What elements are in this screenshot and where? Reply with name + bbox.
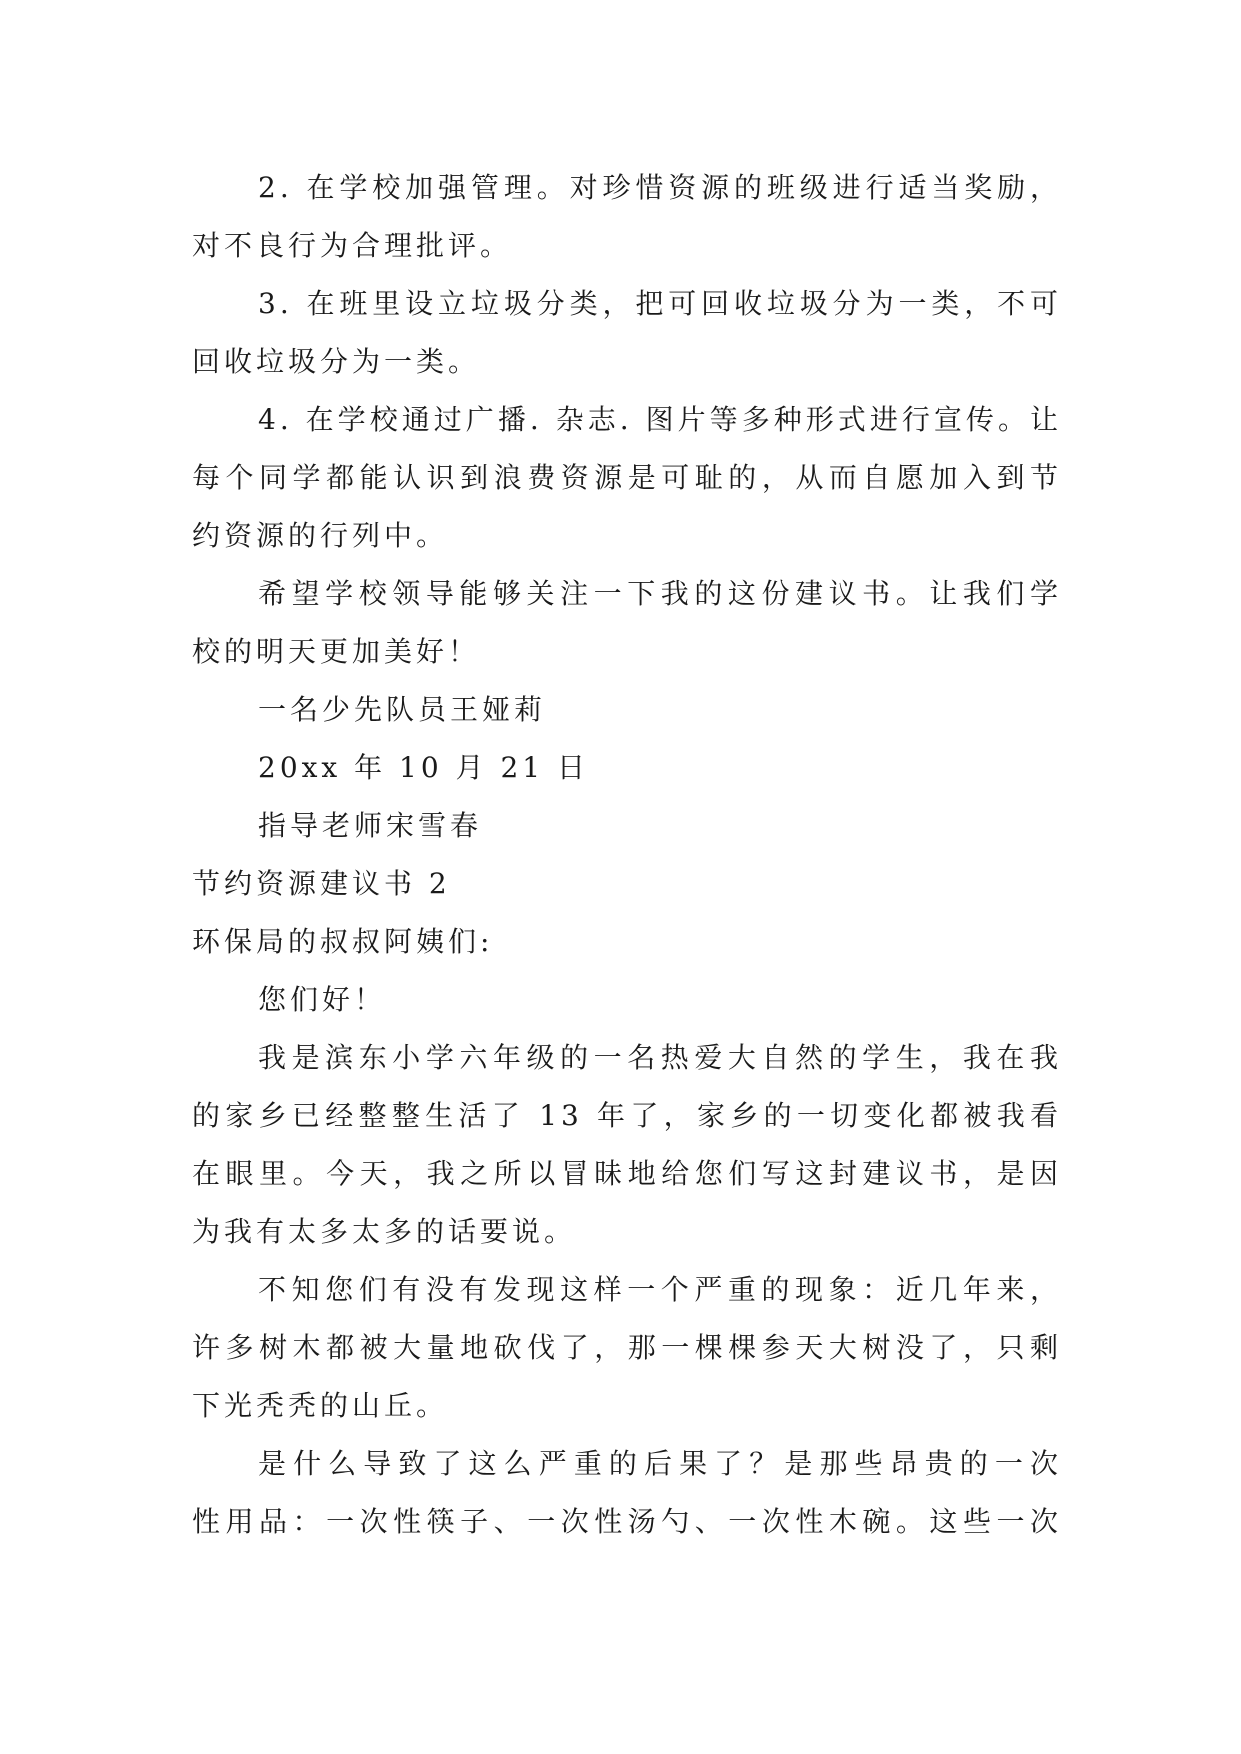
signature-date: 20xx 年 10 月 21 日: [258, 751, 589, 784]
section-title: 节约资源建议书 2: [192, 867, 451, 900]
item4-line1: 4. 在学校通过广播. 杂志. 图片等多种形式进行宣传。让: [258, 403, 1062, 436]
para1-line3: 在眼里。今天，我之所以冒昧地给您们写这封建议书，是因: [192, 1157, 1062, 1190]
item3-line1: 3. 在班里设立垃圾分类，把可回收垃圾分为一类，不可: [258, 287, 1062, 320]
closing-line1: 希望学校领导能够关注一下我的这份建议书。让我们学: [258, 577, 1062, 610]
signature-advisor: 指导老师宋雪春: [258, 809, 483, 842]
para2-line3: 下光秃秃的山丘。: [192, 1389, 449, 1422]
item3-line2: 回收垃圾分为一类。: [192, 345, 481, 378]
para1-line2: 的家乡已经整整生活了 13 年了，家乡的一切变化都被我看: [192, 1099, 1062, 1132]
para3-line1: 是什么导致了这么严重的后果了？是那些昂贵的一次: [258, 1447, 1062, 1480]
item4-line2: 每个同学都能认识到浪费资源是可耻的，从而自愿加入到节: [192, 461, 1062, 494]
para1-line1: 我是滨东小学六年级的一名热爱大自然的学生，我在我: [258, 1041, 1062, 1074]
greeting: 您们好！: [258, 983, 387, 1016]
item4-line3: 约资源的行列中。: [192, 519, 449, 552]
para1-line4: 为我有太多太多的话要说。: [192, 1215, 577, 1248]
item2-line2: 对不良行为合理批评。: [192, 229, 513, 262]
item2-line1: 2. 在学校加强管理。对珍惜资源的班级进行适当奖励，: [258, 171, 1062, 204]
para2-line2: 许多树木都被大量地砍伐了，那一棵棵参天大树没了，只剩: [192, 1331, 1062, 1364]
para3-line2: 性用品：一次性筷子、一次性汤勺、一次性木碗。这些一次: [192, 1505, 1062, 1538]
closing-line2: 校的明天更加美好！: [192, 635, 481, 668]
salutation: 环保局的叔叔阿姨们:: [192, 925, 494, 958]
signature-author: 一名少先队员王娅莉: [258, 693, 547, 726]
para2-line1: 不知您们有没有发现这样一个严重的现象：近几年来，: [258, 1273, 1062, 1306]
